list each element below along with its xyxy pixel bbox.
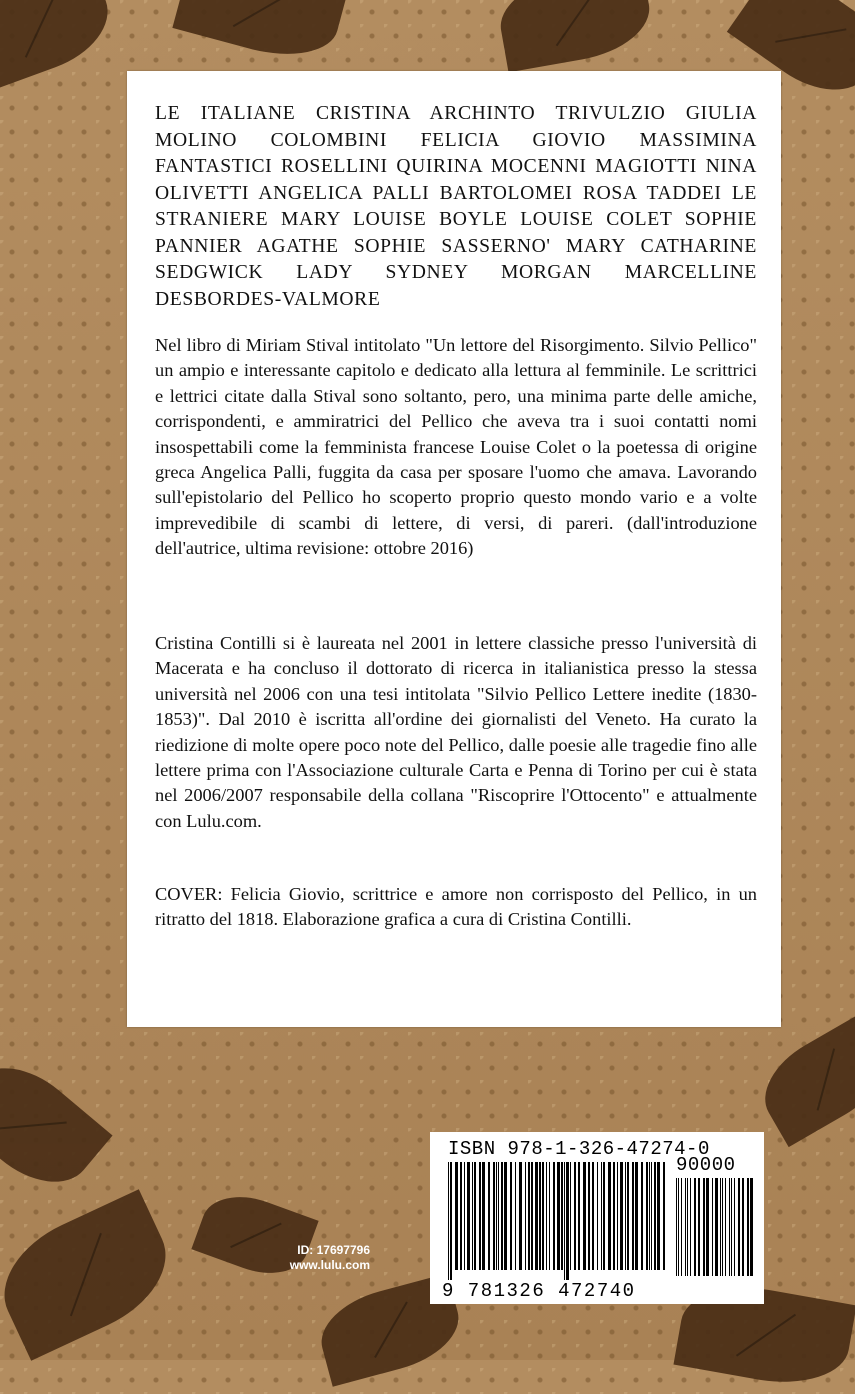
isbn-barcode: [430, 1132, 764, 1304]
barcode-bar: [654, 1162, 656, 1270]
barcode-bar: [625, 1162, 626, 1270]
barcode-bar: [627, 1162, 629, 1270]
barcode-bar: [715, 1178, 718, 1276]
barcode-bar: [620, 1162, 623, 1270]
barcode-bar: [539, 1162, 541, 1270]
barcode-bar: [566, 1162, 569, 1280]
barcode-bar: [549, 1162, 550, 1270]
leaf-decoration: [0, 0, 121, 91]
barcode-bar: [703, 1178, 705, 1276]
isbn-label: ISBN 978-1-326-47274-0: [448, 1138, 710, 1160]
barcode-bar: [729, 1178, 730, 1276]
barcode-bar: [561, 1162, 563, 1270]
barcode-bar: [613, 1162, 615, 1270]
barcode-bar: [641, 1162, 643, 1270]
barcode-bar: [687, 1178, 688, 1276]
barcode-bar: [722, 1178, 723, 1276]
barcode-bar: [542, 1162, 544, 1270]
publisher-info: [250, 1243, 370, 1273]
barcode-bar: [632, 1162, 634, 1270]
barcode-addon-price: 90000: [676, 1154, 736, 1176]
barcode-bar: [635, 1162, 638, 1270]
barcode-bar: [467, 1162, 470, 1270]
barcode-bar: [649, 1162, 650, 1270]
barcode-bar: [525, 1162, 526, 1270]
barcode-bar: [742, 1178, 744, 1276]
barcode-bar: [750, 1178, 753, 1276]
barcode-bar: [608, 1162, 611, 1270]
barcode-bar: [734, 1178, 735, 1276]
barcode-bar: [646, 1162, 648, 1270]
barcode-bar: [504, 1162, 507, 1270]
barcode-bar: [531, 1162, 533, 1270]
barcode-bar: [663, 1162, 665, 1270]
barcode-bar: [583, 1162, 586, 1270]
barcode-bar: [528, 1162, 530, 1270]
barcode-bar: [731, 1178, 732, 1276]
names-heading: LE ITALIANE CRISTINA ARCHINTO TRIVULZIO GIULIA MOLINO COLOMBINI FELICIA GIOVIO MASSIMINA FANTASTICI ROSELLINI QUIRINA MOCENNI MAGIOTTI NINA OLIVETTI ANGELICA PALLI BARTOLOMEI ROSA TADDEI LE STRANIERE MARY LOUISE BOYLE LOUISE COLET SOPHIE PANNIER AGATHE SOPHIE SASSERNO' MARY CATHARINE SEDGWICK LADY SYDNEY MORGAN MARCELLINE DESBORDES-VALMORE: [155, 103, 757, 310]
barcode-bar: [657, 1162, 660, 1270]
barcode-bar: [676, 1178, 677, 1276]
barcode-addon-bars: [676, 1178, 756, 1286]
barcode-bar: [601, 1162, 602, 1270]
barcode-bar: [515, 1162, 516, 1270]
barcode-bar: [603, 1162, 605, 1270]
barcode-bar: [535, 1162, 538, 1270]
barcode-bar: [546, 1162, 547, 1270]
barcode-bar: [455, 1162, 458, 1270]
leaf-decoration: [172, 0, 347, 69]
barcode-bar: [685, 1178, 686, 1276]
publisher-id: ID: 17697796: [297, 1243, 370, 1257]
leaf-decoration: [0, 1046, 113, 1205]
barcode-bar: [482, 1162, 485, 1270]
barcode-bar: [738, 1178, 740, 1276]
barcode-bar: [712, 1178, 713, 1276]
barcode-bar: [592, 1162, 594, 1270]
barcode-bar: [690, 1178, 691, 1276]
barcode-bar: [564, 1162, 565, 1280]
barcode-bar: [694, 1178, 696, 1276]
barcode-bar: [678, 1178, 679, 1276]
cover-credit-paragraph: COVER: Felicia Giovio, scrittrice e amore non corrisposto del Pellico, in un ritratto del 1818. Elaborazione grafica a cura di Cristina Contilli.: [155, 884, 757, 930]
barcode-bar: [681, 1178, 682, 1276]
publisher-url: www.lulu.com: [289, 1258, 370, 1272]
barcode-main-bars: [448, 1162, 670, 1280]
barcode-bar: [651, 1162, 652, 1270]
barcode-bar: [460, 1162, 462, 1270]
leaf-decoration: [749, 1013, 855, 1147]
barcode-bar: [450, 1162, 452, 1280]
barcode-bar: [519, 1162, 522, 1270]
leaf-decoration: [494, 0, 656, 72]
author-bio-paragraph: Cristina Contilli si è laureata nel 2001 in lettere classiche presso l'università di Macerata e ha concluso il dottorato di ricerca in italianistica presso la stessa università nel 2006 con una tesi intitolata "Silvio Pellico Lettere inedite (1830-1853)". Dal 2010 è iscritta all'ordine dei giornalisti del Veneto. Ha curato la riedizione di molte opere poco note del Pellico, dalle poesie alle tragedie fino alle lettere prima con l'Associazione culturale Carta e Penna di Torino per cui è stata nel 2006/2007 responsabile della collana "Riscoprire l'Ottocento" e attualmente con Lulu.com.: [155, 633, 757, 831]
barcode-bar: [498, 1162, 499, 1270]
barcode-bar: [574, 1162, 576, 1270]
barcode-bar: [464, 1162, 465, 1270]
barcode-bar: [578, 1162, 580, 1270]
text-panel: [127, 71, 781, 1027]
barcode-bar: [706, 1178, 709, 1276]
barcode-bar: [617, 1162, 618, 1270]
barcode-bar: [488, 1162, 490, 1270]
barcode-bar: [501, 1162, 503, 1270]
barcode-bar: [720, 1178, 721, 1276]
barcode-bar: [474, 1162, 476, 1270]
barcode-bar: [496, 1162, 497, 1270]
barcode-bar: [588, 1162, 590, 1270]
barcode-bar: [747, 1178, 749, 1276]
intro-paragraph: Nel libro di Miriam Stival intitolato "Un lettore del Risorgimento. Silvio Pellico" un ampio e interessante capitolo e dedicato alla lettura al femminile. Le scrittrici e lettrici citate dalla Stival sono soltanto, pero, una minima parte delle amiche, corrispondenti, e ammiratrici del Pellico che aveva tra i suoi contatti nomi insospettabili come la femminista francese Louise Colet o la poetessa di origine greca Angelica Palli, fuggita da casa per sposare l'uomo che amava. Lavorando sull'epistolario del Pellico ho scoperto proprio questo mondo vario e a volte imprevedibile di scambi di lettere, di versi, di pareri. (dall'introduzione dell'autrice, ultima revisione: ottobre 2016): [155, 335, 757, 559]
barcode-bar: [493, 1162, 495, 1270]
barcode-bar: [479, 1162, 481, 1270]
barcode-digits: 9 781326 472740: [442, 1280, 636, 1302]
barcode-bar: [698, 1178, 700, 1276]
barcode-bar: [553, 1162, 555, 1270]
barcode-bar: [510, 1162, 512, 1270]
barcode-bar: [725, 1178, 726, 1276]
barcode-bar: [448, 1162, 449, 1280]
barcode-bar: [570, 1162, 571, 1270]
leaf-decoration: [0, 1189, 185, 1361]
barcode-bar: [472, 1162, 473, 1270]
barcode-bar: [557, 1162, 560, 1270]
barcode-bar: [597, 1162, 598, 1270]
